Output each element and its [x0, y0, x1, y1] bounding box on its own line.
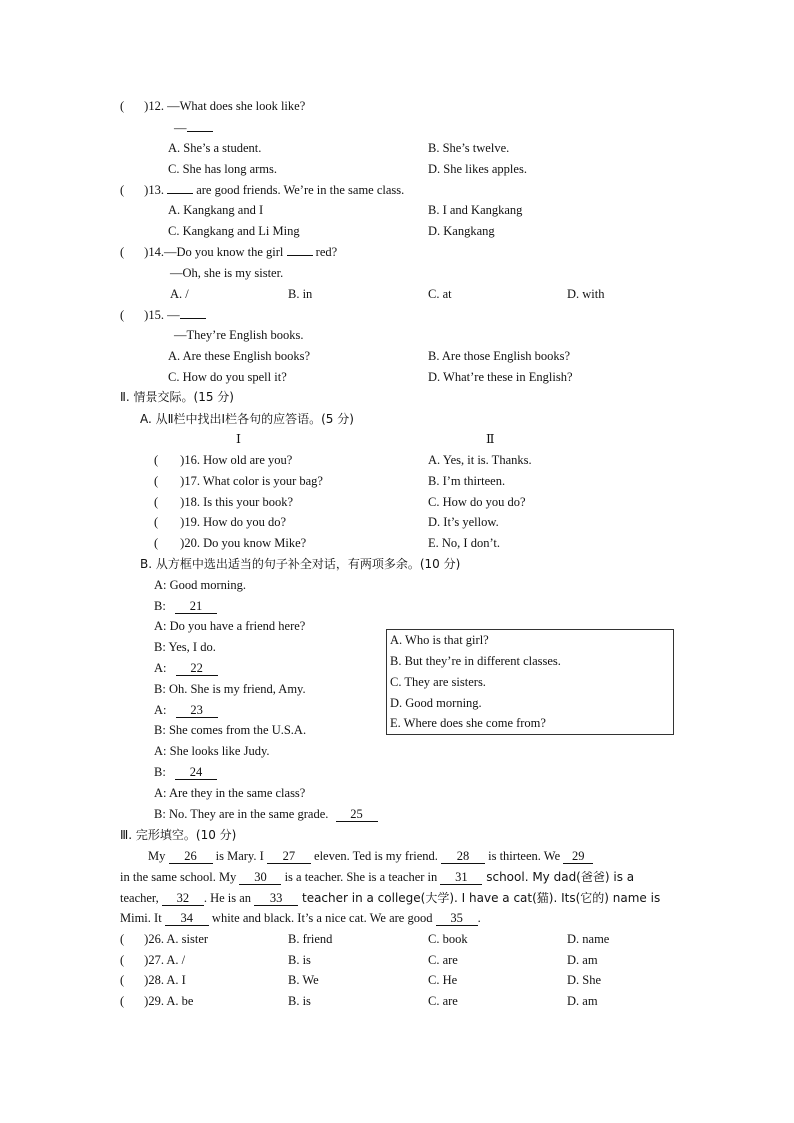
dialog-line: A: Do you have a friend here? [154, 619, 306, 633]
match-answer: E. No, I don’t. [428, 536, 500, 550]
answer-blank: 25 [336, 807, 378, 822]
question-13: ( )13. are good friends. We’re in the same class. [120, 183, 405, 197]
dialog-line: A: Are they in the same class? [154, 786, 306, 800]
dialog-line: B: 24 [154, 764, 217, 780]
part-a-heading: A. 从Ⅱ栏中找出Ⅰ栏各句的应答语。(5 分) [140, 412, 354, 426]
cloze-line-2: in the same school. My 30 is a teacher. She is a teacher in 31 school. My dad(爸爸) is a [120, 870, 635, 884]
answer-blank: 29 [563, 849, 593, 864]
question-15-response: —They’re English books. [174, 328, 304, 342]
match-answer: B. I’m thirteen. [428, 474, 506, 488]
match-question: ( )17. What color is your bag? [154, 474, 323, 488]
section-3-heading: Ⅲ. 完形填空。(10 分) [120, 828, 237, 842]
option: C. He [428, 973, 458, 987]
answer-blank: 28 [441, 849, 485, 864]
option: B. We [288, 973, 319, 987]
cloze-line-1: My 26 is Mary. I 27 eleven. Ted is my friend. 28 is thirteen. We 29 [148, 848, 593, 864]
answer-blank: 32 [162, 891, 204, 906]
answer-blank: 33 [254, 891, 298, 906]
cloze-line-4: Mimi. It 34 white and black. It’s a nice cat. We are good 35 . [120, 911, 481, 925]
column-2-header: Ⅱ [486, 432, 495, 446]
option: C. She has long arms. [168, 162, 278, 176]
answer-blank: 21 [175, 599, 217, 614]
dialog-line: A: Good morning. [154, 578, 247, 592]
box-option: C. They are sisters. [390, 675, 486, 689]
option: B. is [288, 994, 311, 1008]
option: B. in [288, 287, 313, 301]
cloze-question: ( )26. A. sister [120, 932, 209, 946]
option: A. Are these English books? [168, 349, 310, 363]
option: D. She [567, 973, 602, 987]
answer-blank: 30 [239, 870, 281, 885]
answer-blank: 22 [176, 661, 218, 676]
column-1-header: Ⅰ [236, 432, 241, 446]
option: C. at [428, 287, 452, 301]
answer-blank: 24 [175, 765, 217, 780]
cloze-question: ( )27. A. / [120, 953, 186, 967]
option: C. Kangkang and Li Ming [168, 224, 300, 238]
box-option: A. Who is that girl? [390, 633, 489, 647]
dialog-line: A: 23 [154, 702, 218, 718]
dialog-line: B: 21 [154, 598, 217, 614]
box-option: D. Good morning. [390, 696, 482, 710]
question-15: ( )15. — [120, 307, 206, 323]
option: C. are [428, 994, 458, 1008]
question-14-response: —Oh, she is my sister. [170, 266, 284, 280]
option: D. Kangkang [428, 224, 495, 238]
dialog-line: B: Yes, I do. [154, 640, 216, 654]
answer-blank: 31 [440, 870, 482, 885]
match-question: ( )20. Do you know Mike? [154, 536, 307, 550]
part-b-heading: B. 从方框中选出适当的句子补全对话，有两项多余。(10 分) [140, 557, 461, 571]
option: A. Kangkang and I [168, 203, 264, 217]
option: C. book [428, 932, 468, 946]
option: C. How do you spell it? [168, 370, 287, 384]
option: A. / [170, 287, 189, 301]
option: D. am [567, 953, 598, 967]
match-question: ( )16. How old are you? [154, 453, 293, 467]
options-box [386, 629, 674, 735]
box-option: B. But they’re in different classes. [390, 654, 561, 668]
match-question: ( )18. Is this your book? [154, 495, 294, 509]
dialog-line: B: She comes from the U.S.A. [154, 723, 307, 737]
question-14: ( )14.—Do you know the girl red? [120, 245, 338, 259]
match-answer: A. Yes, it is. Thanks. [428, 453, 532, 467]
option: A. She’s a student. [168, 141, 262, 155]
dialog-line: A: 22 [154, 660, 218, 676]
cloze-line-3: teacher, 32 . He is an 33 teacher in a college(大学). I have a cat(猫). Its(它的) name is [120, 891, 661, 905]
answer-blank: 26 [169, 849, 213, 864]
answer-blank: 34 [165, 911, 209, 926]
answer-blank [287, 255, 313, 256]
answer-blank: 23 [176, 703, 218, 718]
option: B. She’s twelve. [428, 141, 510, 155]
answer-paren: ( [120, 99, 125, 113]
answer-blank [180, 318, 206, 319]
option: D. with [567, 287, 605, 301]
match-question: ( )19. How do you do? [154, 515, 287, 529]
dialog-line: A: She looks like Judy. [154, 744, 270, 758]
option: B. I and Kangkang [428, 203, 523, 217]
dialog-line: B: No. They are in the same grade. 25 [154, 806, 378, 822]
answer-blank [167, 193, 193, 194]
answer-blank: 35 [436, 911, 478, 926]
option: D. What’re these in English? [428, 370, 573, 384]
option: D. name [567, 932, 610, 946]
match-answer: C. How do you do? [428, 495, 526, 509]
match-answer: D. It’s yellow. [428, 515, 499, 529]
answer-blank: 27 [267, 849, 311, 864]
option: D. am [567, 994, 598, 1008]
cloze-question: ( )29. A. be [120, 994, 194, 1008]
option: C. are [428, 953, 458, 967]
option: D. She likes apples. [428, 162, 527, 176]
answer-blank [187, 131, 213, 132]
option: B. friend [288, 932, 333, 946]
question-12-response: — [174, 120, 213, 136]
box-option: E. Where does she come from? [390, 716, 546, 730]
section-2-heading: Ⅱ. 情景交际。(15 分) [120, 390, 234, 404]
option: B. is [288, 953, 311, 967]
option: B. Are those English books? [428, 349, 571, 363]
dialog-line: B: Oh. She is my friend, Amy. [154, 682, 306, 696]
cloze-question: ( )28. A. I [120, 973, 186, 987]
question-12: ( )12. —What does she look like? [120, 99, 306, 113]
